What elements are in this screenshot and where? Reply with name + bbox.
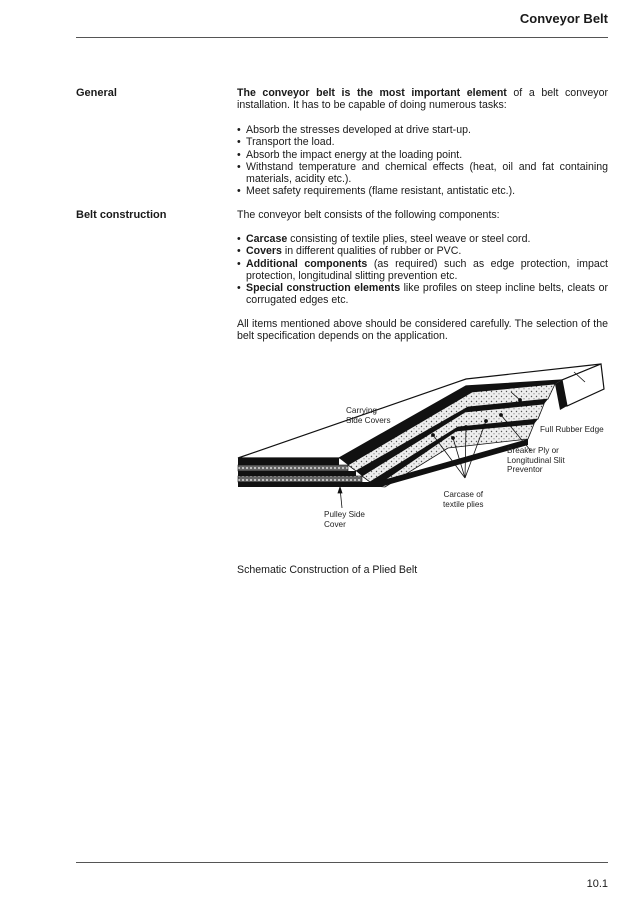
section-heading-belt-construction: Belt construction	[76, 209, 167, 221]
belt-diagram	[230, 355, 608, 550]
list-item: • Transport the load.	[237, 136, 608, 148]
component-name: Covers	[246, 245, 282, 258]
task-list	[237, 124, 608, 198]
component-list	[237, 233, 608, 307]
label-carcase-textile-plies: Carcase of textile plies	[443, 490, 484, 509]
list-item	[237, 233, 608, 245]
list-item: • Absorb the impact energy at the loading point.	[237, 149, 608, 161]
component-name: Additional components	[246, 257, 368, 270]
footer-rule	[76, 862, 608, 863]
label-carrying-side-covers: Carrying Side Covers	[346, 406, 391, 425]
list-item: • Withstand temperature and chemical effects (heat, oil and fat containing materials, acidity etc.).	[237, 161, 608, 186]
list-item	[237, 245, 608, 257]
header-title: Conveyor Belt	[519, 11, 608, 26]
component-desc: in different qualities of rubber or PVC.	[281, 245, 462, 258]
list-item	[237, 282, 608, 307]
list-item	[237, 258, 608, 283]
label-full-rubber-edge: Full Rubber Edge	[540, 425, 604, 434]
label-pulley-side-cover: Pulley Side Cover	[324, 510, 365, 529]
component-desc: like profiles on steep incline belts, cleats or corrugated edges etc.	[246, 282, 608, 307]
component-name: Carcase	[246, 233, 288, 245]
general-intro-rest: of a belt conveyor installation. It has to be capable of doing numerous tasks:	[237, 87, 608, 112]
list-item: • Absorb the stresses developed at drive start-up.	[237, 124, 608, 136]
component-name: Special construction elements	[246, 282, 401, 295]
page-number: 10.1	[586, 878, 608, 890]
construction-closing: All items mentioned above should be considered carefully. The selection of the belt specification depends on the application.	[237, 318, 608, 343]
section-heading-general: General	[76, 87, 117, 99]
component-desc: consisting of textile plies, steel weave or steel cord.	[287, 233, 531, 245]
list-item: • Meet safety requirements (flame resistant, antistatic etc.).	[237, 185, 608, 197]
general-intro-bold: The conveyor belt is the most important element	[237, 87, 507, 99]
construction-intro: The conveyor belt consists of the following components:	[237, 209, 500, 221]
label-breaker-ply: Breaker Ply or Longitudinal Slit Preventor	[507, 446, 565, 475]
diagram-caption: Schematic Construction of a Plied Belt	[237, 564, 418, 576]
general-intro	[237, 87, 608, 112]
component-desc: (as required) such as edge protection, impact protection, longitudinal slitting prevention etc.	[246, 257, 608, 282]
header-rule	[76, 37, 608, 38]
